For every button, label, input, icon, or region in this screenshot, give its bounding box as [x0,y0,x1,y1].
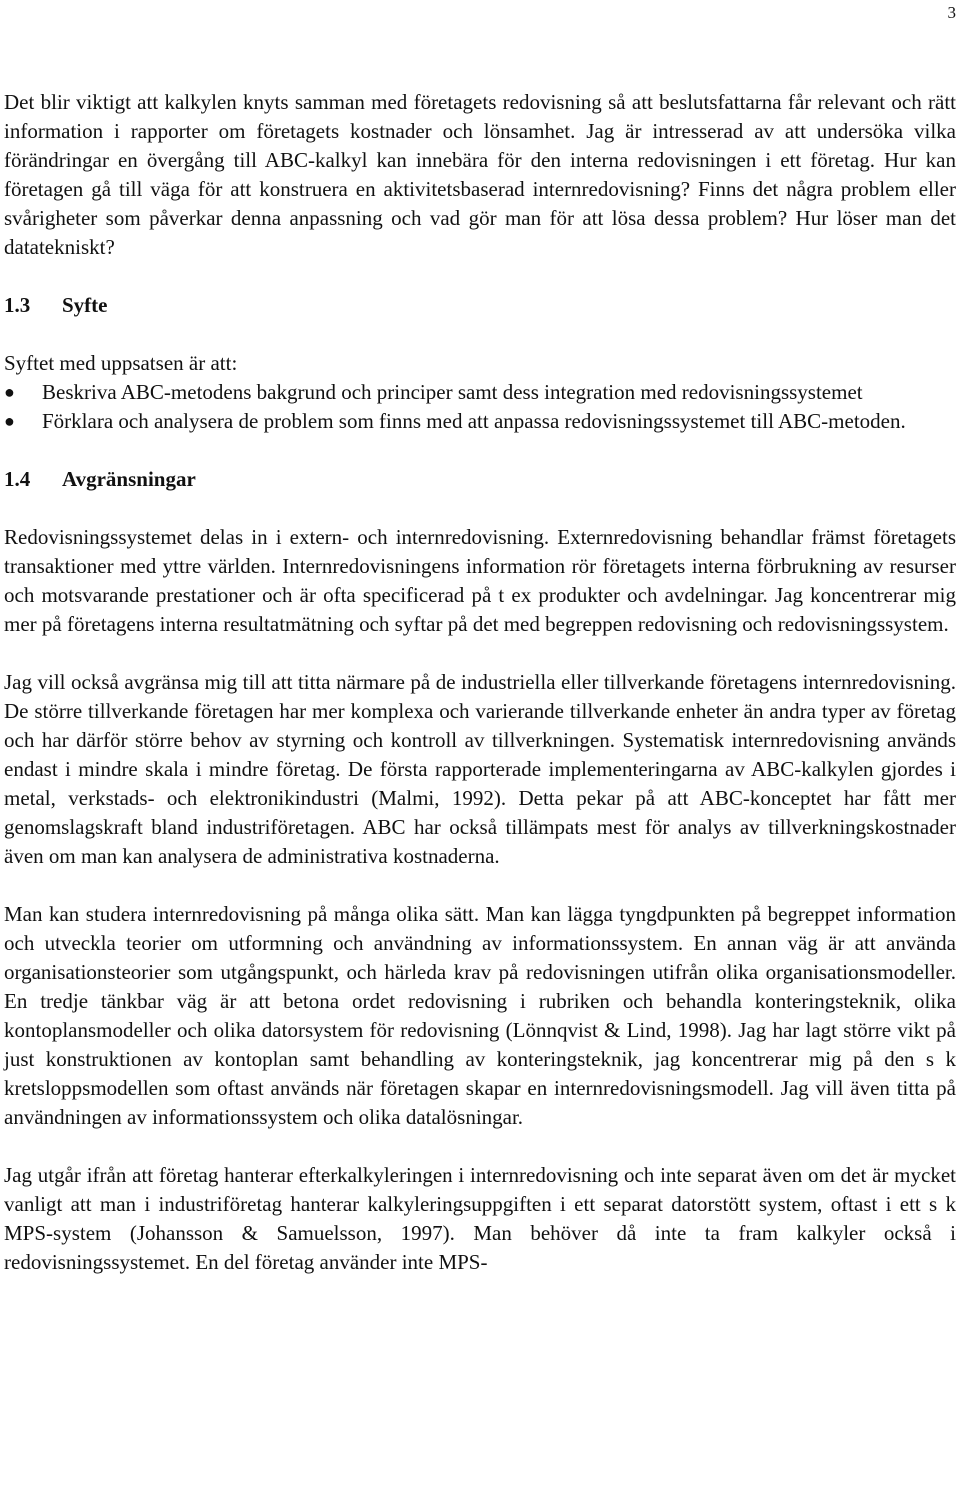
section-number: 1.4 [4,467,31,491]
syfte-lead: Syftet med uppsatsen är att: [4,351,238,375]
syfte-bullet-list [4,378,956,436]
body-paragraph: Redovisningssystemet delas in i extern- och internredovisning. Externredovisning behandlar främst företagets transaktioner med yttre världen. Internredovisningens information rör företagets interna förbrukning av resurser och motsvarande prestationer och är ofta specificerad på t ex produkter och avdelningar. Jag koncentrerar mig mer på företagens interna resultatmätning och syftar på det med begreppen redovisning och redovisningssystem. [4,525,956,636]
section-heading-avgransningar [4,465,956,494]
bullet-icon: ● [4,382,15,402]
section-heading-syfte [4,291,956,320]
list-item [4,407,956,436]
body-paragraph: Jag vill också avgränsa mig till att titta närmare på de industriella eller tillverkande företagens internredovisning. De större tillverkande företagen har mer komplexa och varierande tillverkande enheter än andra typer av företag och har därför större behov av styrning och kontroll av tillverkningen. Systematisk internredovisning används endast i mindre skala i mindre företag. De första rapporterade implementeringarna av ABC-kalkylen gjordes i metal, verkstads- och elektronikindustri (Malmi, 1992). Detta pekar på att ABC-konceptet har fått mer genomslagskraft bland industriföretagen. ABC har också tillämpats mest för analys av tillverkningskostnader även om man kan analysera de administrativa kostnaderna. [4,670,956,868]
intro-paragraph: Det blir viktigt att kalkylen knyts samman med företagets redovisning så att beslutsfattarna får relevant och rätt information i rapporter om företagets kostnader och lönsamhet. Jag är intresserad av att undersöka vilka förändringar en övergång till ABC-kalkyl kan innebära för den interna redovisningen i ett företag. Hur kan företagen gå till väga för att konstruera en aktivitetsbaserad internredovisning? Finns det några problem eller svårigheter som påverkar denna anpassning och vad gör man för att lösa dessa problem? Hur löser man det datatekniskt? [4,90,956,259]
bullet-icon: ● [4,411,15,431]
section-number: 1.3 [4,293,31,317]
body-paragraph: Jag utgår ifrån att företag hanterar efterkalkyleringen i internredovisning och inte separat även om det är mycket vanligt att man i industriföretag hanterar kalkyleringsuppgiften i ett separat datorstött system, oftast i ett s k MPS-system (Johansson & Samuelsson, 1997). Man behöver då inte ta fram kalkyler också i redovisningssystemet. En del företag använder inte MPS- [4,1163,956,1274]
list-item-text: Förklara och analysera de problem som finns med att anpassa redovisningssystemet till ABC-metoden. [42,409,906,433]
list-item-text: Beskriva ABC-metodens bakgrund och principer samt dess integration med redovisningssystemet [42,380,863,404]
page-content [4,88,956,1277]
list-item [4,378,956,407]
section-title: Avgränsningar [62,467,196,491]
page-number: 3 [947,3,956,22]
section-title: Syfte [62,293,108,317]
body-paragraph: Man kan studera internredovisning på många olika sätt. Man kan lägga tyngdpunkten på begreppet information och utveckla teorier om utformning och användning av informationssystem. En annan väg är att använda organisationsteorier som utgångspunkt, och härleda krav på redovisningen utifrån olika organisationsmodeller. En tredje tänkbar väg är att betona ordet redovisning i rubriken och behandla konteringsteknik, olika kontoplansmodeller och olika datorsystem för redovisning (Lönnqvist & Lind, 1998). Jag har lagt större vikt på just konstruktionen av kontoplan samt behandling av konteringsteknik, jag koncentrerar mig på den s k kretsloppsmodellen som oftast används när företagen skapar en internredovisningsmodell. Jag vill även titta på användningen av informationssystem och olika datalösningar. [4,902,956,1129]
